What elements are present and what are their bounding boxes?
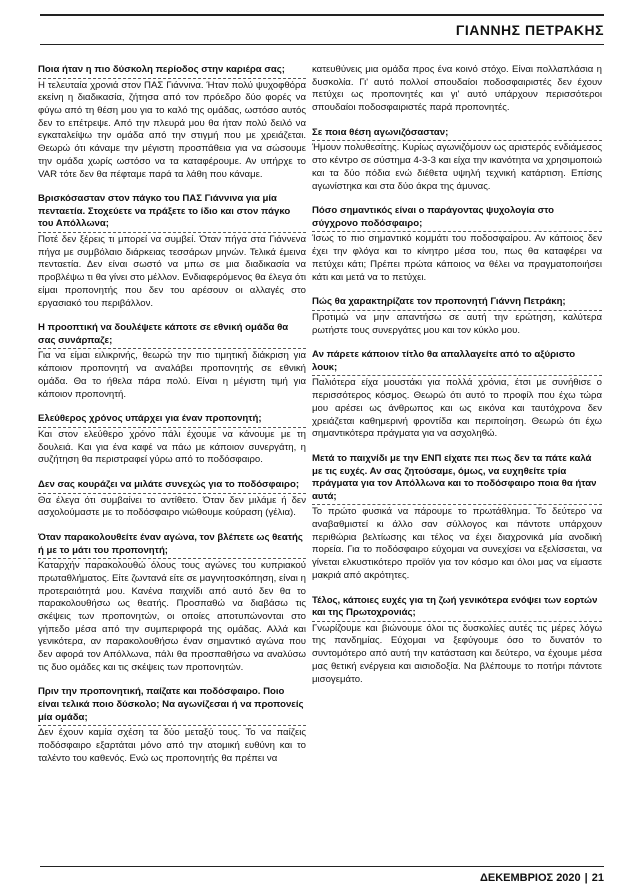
footer-separator: | <box>584 872 588 884</box>
page-number: 21 <box>591 872 604 884</box>
question: Τέλος, κάποιες ευχές για τη ζωή γενικότερα ενόψει των εορτών και της Πρωτοχρονιάς; <box>312 595 602 622</box>
answer: Γνωρίζουμε και βιώνουμε όλοι τις δυσκολίες αυτές τις μέρες λόγω της πανδημίας. Εύχομαι να ξεφύγουμε όσο το δυνατόν το συντομότερο από αυτή την κατάσταση και δεύτερο, να έχουμε μέσα μας θετική ενέργεια και αισιοδοξία. Να βλέπουμε το ποτήρι πάντοτε μισογεμάτο. <box>312 622 602 685</box>
left-column <box>38 64 306 777</box>
qa-block <box>312 349 602 441</box>
footer-rule <box>40 866 604 867</box>
qa-block <box>38 193 306 310</box>
qa-block <box>312 453 602 583</box>
qa-block <box>38 479 306 520</box>
question: Πώς θα χαρακτηρίζατε τον προπονητή Γιάννη Πετράκη; <box>312 296 602 311</box>
question: Βρισκόσασταν στον πάγκο του ΠΑΣ Γιάννινα για μία πενταετία. Στοχεύετε να πράξετε το ίδιο και στον πάγκο του Απόλλωνα; <box>38 193 306 233</box>
qa-block <box>38 322 306 401</box>
answer: Δεν έχουν καμία σχέση τα δύο μεταξύ τους. Το να παίζεις ποδόσφαιρο εξαρτάται μόνο από την ατομική ευθύνη και το ταλέντο του καθενός. Ενώ ως προπονητής θα πρέπει να <box>38 727 306 764</box>
answer: Ίσως το πιο σημαντικό κομμάτι του ποδοσφαίρου. Αν κάποιος δεν έχει την φλόγα και το κίνητρο μέσα του, πως θα καταφέρει να πετύχει κάτι; Πρέπει πρώτα κάποιος να θέλει να πραγματοποιήσει κάτι και μετά να το πετύχει. <box>312 233 602 283</box>
question: Πόσο σημαντικός είναι ο παράγοντας ψυχολογία στο σύγχρονο ποδόσφαιρο; <box>312 205 602 232</box>
qa-block <box>38 64 306 181</box>
answer: Η τελευταία χρονιά στον ΠΑΣ Γιάννινα. Ήταν πολύ ψυχοφθόρα εκείνη η διαδικασία, ζήτησα από τον πρόεδρο δύο φορές να φύγω από τη θέση μου για το καλό της ομάδας, ωστόσο αυτός δεν το επέτρεψε. Από την πλευρά μου θα ήταν πολύ δειλό να εγκαταλείψω την ομάδα από την στιγμή που με χρειάζεται. Θεωρώ ότι κάναμε την μέγιστη προσπάθεια για να σώσουμε την ομάδα χωρίς ωστόσο να τα καταφέρουμε. Αν υπήρχε το VAR τότε δεν θα πέφταμε παρά τα λάθη που κάναμε. <box>38 79 306 180</box>
page-footer <box>480 872 604 884</box>
author-header: ΓΙΑΝΝΗΣ ΠΕΤΡΑΚΗΣ <box>455 22 604 38</box>
question: Σε ποια θέση αγωνιζόσασταν; <box>312 127 602 142</box>
qa-block <box>38 686 306 765</box>
question: Ελεύθερος χρόνος υπάρχει για έναν προπονητή; <box>38 413 306 428</box>
qa-block <box>312 205 602 284</box>
issue-date: ΔΕΚΕΜΒΡΙΟΣ 2020 <box>479 872 581 884</box>
right-column <box>312 64 602 698</box>
question: Ποια ήταν η πιο δύσκολη περίοδος στην καριέρα σας; <box>38 64 306 79</box>
answer: Και στον ελεύθερο χρόνο πάλι έχουμε να κάνουμε με τη δουλειά. Και για ένα καφέ να πάω με κάποιον συνεργάτη, η συζήτηση θα περιστραφεί γύρω από το ποδόσφαιρο. <box>38 428 306 466</box>
qa-block <box>312 296 602 337</box>
qa-block <box>312 595 602 687</box>
qa-block <box>312 127 602 193</box>
top-rule <box>40 14 604 16</box>
question: Αν πάρετε κάποιον τίτλο θα απαλλαγείτε από το αξύριστο λουκ; <box>312 349 602 376</box>
question: Πριν την προπονητική, παίζατε και ποδόσφαιρο. Ποιο είναι τελικά ποιο δύσκολο; Να αγωνίζεσαι ή να προπονείς μία ομάδα; <box>38 686 306 726</box>
answer: Ήμουν πολυθεσίτης. Κυρίως αγωνιζόμουν ως αριστερός ενδιάμεσος στο κέντρο σε σύστημα 4-3-3 και είχα την ικανότητα να χρησιμοποιώ και τα δύο πόδια ενώ διέθετα υψηλή τεχνική κατάρτιση. Επίσης αγωνίστηκα και στα δύο άκρα της άμυνας. <box>312 142 602 192</box>
qa-block <box>38 413 306 467</box>
qa-block <box>38 532 306 675</box>
header-rule <box>40 44 604 45</box>
answer: Για να είμαι ειλικρινής, θεωρώ την πιο τιμητική διάκριση για κάποιον προπονητή να αναλάβει προπονητής σε εθνική ομάδα. Θα το ήθελα πάρα πολύ. Είναι η μέγιστη τιμή για κάποιον προπονητή. <box>38 350 306 400</box>
question: Μετά το παιχνίδι με την ΕΝΠ είχατε πει πως δεν τα πάτε καλά με τις ευχές. Αν σας ζητούσαμε, όμως, να ευχηθείτε τρία πράγματα για τον Απόλλωνα και το ποδόσφαιρο ποια θα ήταν αυτά; <box>312 453 602 505</box>
answer: Καταρχήν παρακολουθώ όλους τους αγώνες του κυπριακού πρωταθλήματος. Είτε ζωντανά είτε σε μαγνητοσκόπηση, είναι η προτεραιότητά μου. Κανένα παιχνίδι από αυτό δεν θα το παρακολουθήσω ως θεατής. Προσπαθώ να διαβάσω τις σκέψεις των προπονητών, οι οποίες αποτυπώνονται στο γήπεδο μέσα από την συμπεριφορά της ομάδας. Αλλά και γενικότερα, αν παρακολουθήσω έναν σημαντικό αγώνα που δεν αφορά τον Απόλλωνα, πάλι θα προσπαθήσω να αναλύσω τις δυο ομάδες και τις σκέψεις των προπονητών. <box>38 560 306 673</box>
question: Όταν παρακολουθείτε έναν αγώνα, τον βλέπετε ως θεατής ή με το μάτι του προπονητή; <box>38 532 306 559</box>
answer: Προτιμώ να μην απαντήσω σε αυτή την ερώτηση, καλύτερα ρωτήστε τους συνεργάτες μου και τον κύκλο μου. <box>312 311 602 336</box>
question: Δεν σας κουράζει να μιλάτε συνεχώς για το ποδόσφαιρο; <box>38 479 306 494</box>
question: Η προοπτική να δουλέψετε κάποτε σε εθνική ομάδα θα σας συνάρπαζε; <box>38 322 306 349</box>
answer: Το πρώτο φυσικά να πάρουμε το πρωτάθλημα. Το δεύτερο να αναβαθμιστεί κι άλλο σαν σύλλογος και πάντοτε υπάρχουν περιθώρια βελτίωσης και τέλος να έχει διαχρονικά μία ανοδική πορεία. Για το ποδόσφαιρο εύχομαι να συνεχίσει να εξελίσσεται, να γίνεται ελκυστικότερο προϊόν για τον κόσμο και όλοι μας να είμαστε μακριά από ακρότητες. <box>312 506 602 581</box>
answer: Ποτέ δεν ξέρεις τι μπορεί να συμβεί. Όταν πήγα στα Γιάννενα πήγα με συμβόλαιο διάρκειας τεσσάρων μηνών. Τελικά έμεινα πενταετία. Δεν είναι σωστό να μπω σε μια διαδικασία να προβλέψω τι θα γίνει στο μέλλον. Ενδιαφερόμενος θα έλεγα ότι είμαι προπονητής που δεν του αρέσουν οι αλλαγές στο εργασιακό του περιβάλλον. <box>38 234 306 309</box>
answer-continuation: κατευθύνεις μια ομάδα προς ένα κοινό στόχο. Είναι πολλαπλάσια η δυσκολία. Γι' αυτό πολλοί σπουδαίοι ποδοσφαιριστές δεν έχουν πετύχει ως προπονητές και γι' αυτό υπάρχουν περισσότεροι σπουδαίοι ποδοσφαιριστές παρά προπονητές. <box>312 64 602 114</box>
answer: Θα έλεγα ότι συμβαίνει το αντίθετο. Όταν δεν μιλάμε ή δεν ασχολούμαστε με το ποδόσφαιρο νιώθουμε κούραση (γέλια). <box>38 494 306 519</box>
answer: Παλιότερα είχα μουστάκι για πολλά χρόνια, έτσι με συνήθισε ο περισσότερος κόσμος. Θεωρώ ότι αυτό το προφίλ που έχω τώρα μου αρέσει ως άνθρωπος και ως εικόνα και ταυτόχρονα δεν χρειάζεται καθημερινή φροντίδα και περιποίηση. Θεωρώ ότι έχω σημαντικότερα πράγματα για να ασχοληθώ. <box>312 377 602 440</box>
